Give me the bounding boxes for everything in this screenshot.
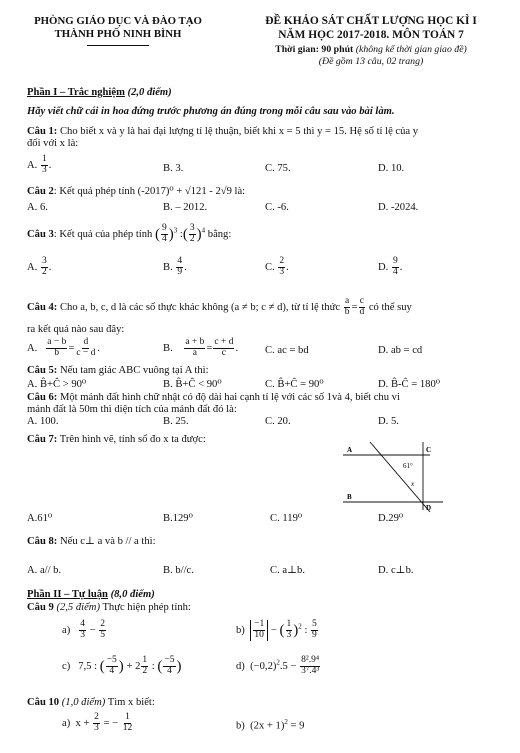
q4-a-d1: b: [54, 347, 60, 358]
q9-d-mid: .5 −: [279, 660, 297, 672]
q2-option-d: D. -2024.: [378, 202, 419, 213]
q3-option-b: B. $\frac{4}{9}$ .: [163, 256, 187, 277]
q5-label: Câu 5:: [27, 365, 58, 376]
q7-figure: [335, 440, 450, 515]
q10-a-d2: 12: [122, 722, 133, 733]
q10-b-pow: 2: [284, 718, 288, 726]
q4-b-d2: c: [221, 347, 227, 358]
q3-d-num: 9: [392, 256, 398, 266]
exam-time-note: (không kể thời gian giao đề): [353, 44, 467, 55]
q3-e2-pow: 4: [201, 226, 206, 235]
q3-e1-den: 4: [162, 233, 167, 244]
q7-option-a: A.61⁰: [27, 513, 53, 524]
exam-time-bold: Thời gian: 90 phút: [275, 44, 354, 55]
exam-title-line1: ĐỀ KHẢO SÁT CHẤT LƯỢNG HỌC KÌ I: [265, 15, 477, 27]
q1-option-a-letter: A.: [27, 159, 38, 171]
q4-option-d: D. ab = cd: [378, 345, 423, 356]
q9-b-abs-den: 10: [254, 629, 264, 640]
q1-label: Câu 1:: [27, 126, 58, 137]
department-name: PHÒNG GIÁO DỤC VÀ ĐÀO TẠO: [34, 15, 202, 27]
q10-a-eq: = −: [103, 717, 119, 729]
school-department: [12, 15, 224, 46]
q9-b-n3: 5: [312, 619, 317, 629]
fig-angle-61: 61°: [403, 462, 413, 470]
q10-text: [27, 697, 155, 710]
q4-ratio-c: c: [359, 296, 364, 306]
q4-label: Câu 4:: [27, 301, 58, 313]
q9-c-d2: 2: [142, 665, 148, 676]
q2-text: [27, 186, 245, 199]
part1-title: [27, 87, 172, 100]
city-name: THÀNH PHỐ NINH BÌNH: [54, 28, 182, 41]
q6-option-c: C. 20.: [265, 416, 291, 427]
q4-tail: có thể suy: [368, 301, 412, 313]
q2-option-b: B. – 2012.: [163, 202, 208, 213]
q5-option-a: A. B̂+Ĉ > 90⁰: [27, 379, 87, 390]
q9-d-label: d): [236, 660, 245, 672]
q4-a-n2: d: [83, 337, 89, 347]
q9-d-den: 3⁷.4³: [301, 665, 320, 676]
q1-a-num: 1: [41, 154, 47, 164]
q9-c-d1: 4: [109, 665, 115, 676]
q10-a-d1: 3: [94, 722, 99, 733]
q3-question: : Kết quả của phép tính: [53, 228, 153, 240]
q9-c-n3: −5: [164, 655, 175, 665]
q8-option-c: C. a⊥b.: [270, 565, 305, 576]
q3-b-den: 9: [177, 266, 183, 277]
q7-option-d: D.29⁰: [378, 513, 404, 524]
q5-option-d: D. B̂-Ĉ = 180⁰: [378, 379, 441, 390]
q3-c-num: 2: [279, 256, 285, 266]
q7-text: [27, 434, 206, 447]
q1-option-d: D. 10.: [378, 163, 405, 174]
q5-question: Nếu tam giác ABC vuông tại A thì:: [57, 365, 209, 376]
q7-option-b: B.129⁰: [163, 513, 193, 524]
q9-instruction: Thực hiện phép tính:: [99, 602, 191, 613]
part1-instruction: Hãy viết chữ cái in hoa đứng trước phương án đúng trong mỗi câu sau vào bài làm.: [27, 106, 395, 117]
q9-c-n2: 1: [142, 655, 148, 665]
q3-e2-den: 2: [189, 233, 195, 244]
q9-b-div: :: [304, 624, 308, 636]
fig-label-d: D: [426, 504, 432, 512]
transversal: [370, 442, 430, 512]
q3-a-num: 3: [41, 256, 47, 266]
q10-a-label: a): [62, 717, 71, 729]
q7-label: Câu 7:: [27, 434, 58, 445]
q9-b-d: 3: [286, 629, 292, 640]
q4-ratio-b: b: [344, 306, 350, 317]
q10-a-pre: x +: [75, 717, 90, 729]
q10-b-expr: (2x + 1): [250, 720, 285, 732]
q3-option-c: C. $\frac{2}{3}$ .: [265, 256, 289, 277]
q9-b-pow: 2: [298, 622, 302, 631]
q4-text-line2: ra kết quả nào sau đây:: [27, 324, 125, 335]
q4-option-b: B. $\frac{a + b}{a}$ = $\frac{c + d}{c}$ .: [163, 337, 239, 358]
q9-d-pow: 2: [276, 658, 280, 667]
q1-a-den: 3: [41, 164, 47, 175]
q10-label: Câu 10: [27, 697, 60, 708]
q9-c-d3: 4: [167, 665, 172, 676]
q9-a-d1: 3: [80, 629, 85, 640]
part1-title-text: Phần I – Trắc nghiệm: [27, 87, 125, 98]
q3-c-den: 3: [279, 266, 285, 277]
q2-label: Câu 2: [27, 186, 54, 197]
q2-option-c: C. -6.: [265, 202, 289, 213]
q8-label: Câu 8:: [27, 536, 58, 547]
q8-question: Nếu c⊥ a và b // a thì:: [57, 536, 156, 547]
q9-part-d: [236, 656, 321, 677]
q4-a-n1: a − b: [47, 337, 67, 347]
q4-ratio-a: a: [344, 296, 350, 306]
q7-question: Trên hình vẽ, tính số đo x ta được:: [57, 434, 206, 445]
q3-b-num: 4: [177, 256, 183, 266]
q2-option-a: A. 6.: [27, 202, 48, 213]
q3-e2-num: 3: [189, 223, 195, 233]
q4-question: Cho a, b, c, d là các số thực khác không (a ≠ b; c ≠ d), từ tỉ lệ thức: [57, 301, 341, 313]
q10-points: (1,0 điểm): [59, 697, 106, 708]
q9-d-num: 8².9⁴: [301, 655, 320, 665]
q9-c-label: c): [62, 660, 71, 672]
q9-b-op: −: [270, 624, 277, 636]
q8-option-d: D. c⊥b.: [378, 565, 414, 576]
q4-b-d1: a: [192, 347, 197, 358]
q9-text: [27, 602, 191, 615]
q4-text: Câu 4: Cho a, b, c, d là các số thực khác không (a ≠ b; c ≠ d), từ tỉ lệ thức $\frac{a}{b}$ = $\frac{c}{d}$ có thể suy: [27, 296, 412, 317]
header-divider: [87, 45, 149, 46]
q9-part-c: c) 7,5 : ( $\frac{-5}{4}$ ) + 2 $\frac{1}{2}$ : ( $\frac{-5}{4}$ ): [62, 655, 182, 676]
q9-b-d3: 9: [312, 629, 317, 640]
q3-d-den: 4: [392, 266, 398, 277]
q3-label: Câu 3: [27, 228, 54, 240]
q9-b-label: b): [236, 624, 245, 636]
q9-part-a: [62, 620, 107, 641]
q4-ratio-d: d: [359, 306, 365, 317]
q3-option-d: D. $\frac{9}{4}$ .: [378, 256, 403, 277]
q4-a-d2: c − d: [76, 347, 96, 358]
q8-text: [27, 536, 156, 549]
q4-b-n2: c + d: [214, 337, 234, 347]
q10-part-b: [236, 718, 304, 733]
q9-label: Câu 9: [27, 602, 54, 613]
q9-a-label: a): [62, 624, 71, 636]
q3-e1-pow: 3: [173, 226, 178, 235]
q4-option-a: A. $\frac{a - b}{b}$ = $\frac{d}{c - d}$ .: [27, 337, 101, 358]
q10-instruction: Tìm x biết:: [105, 697, 155, 708]
q3-d-letter: D.: [378, 261, 389, 273]
q6-option-a: A. 100.: [27, 416, 59, 427]
q3-a-den: 2: [41, 266, 47, 277]
q9-a-n2: 2: [100, 619, 105, 629]
q6-question: Một mảnh đất hình chữ nhật có độ dài hai cạnh tỉ lệ với các số 1và 4, biết chu vi: [57, 392, 400, 403]
q10-part-a: [62, 713, 134, 734]
q6-text-line2: mảnh đất là 50m thì diện tích của mảnh đất đó là:: [27, 404, 237, 415]
q3-e1-num: 9: [162, 223, 167, 233]
q5-option-c: C. B̂+Ĉ = 90⁰: [265, 379, 324, 390]
q9-c-div: :: [151, 660, 155, 672]
q9-c-mid: + 2: [126, 660, 141, 672]
q3-text: Câu 3: Kết quả của phép tính ( $\frac{9}{4}$ )$^3$ :( $\frac{3}{2}$ )$^4$ bằng:: [27, 223, 232, 244]
part1-points: (2,0 điểm): [124, 87, 172, 98]
q9-part-b: b) $\frac{-1}{10}$ − ( $\frac{1}{3}$ )$^2$ : $\frac{5}{9}$: [236, 619, 317, 640]
q9-b-abs-num: −1: [254, 619, 265, 629]
q9-a-d2: 5: [100, 629, 105, 640]
q9-a-n1: 4: [80, 619, 85, 629]
exam-title-line2: NĂM HỌC 2017-2018. MÔN TOÁN 7: [278, 28, 464, 41]
q10-b-label: b): [236, 720, 245, 732]
q1-option-a: A. $\frac{1}{3}$ .: [27, 154, 52, 175]
q9-c-n1: −5: [106, 655, 117, 665]
q1-text-line2: đối với x là:: [27, 138, 79, 149]
q10-b-eq: = 9: [287, 720, 305, 732]
q6-option-b: B. 25.: [163, 416, 189, 427]
q2-question: : Kết quả phép tính (-2017)⁰ + √121 - 2√9 là:: [53, 186, 246, 197]
q8-option-b: B. b//c.: [163, 565, 194, 576]
q4-a-letter: A.: [27, 342, 38, 354]
part2-title: [27, 589, 155, 602]
q9-b-n: 1: [286, 619, 292, 629]
q5-text: [27, 365, 209, 378]
q1-text: Cho biết x và y là hai đại lượng tỉ lệ thuận, biết khi x = 5 thì y = 15. Hệ số tỉ lệ của y: [57, 126, 419, 137]
q4-b-letter: B.: [163, 342, 173, 354]
q10-a-n2: 1: [125, 712, 130, 722]
exam-time: [226, 44, 516, 56]
part2-points: (8,0 điểm): [107, 589, 155, 600]
q10-a-n1: 2: [94, 712, 99, 722]
fig-label-a: A: [347, 446, 353, 454]
q1-option-a-fraction: [41, 155, 48, 176]
part2-title-text: Phần II – Tự luận: [27, 589, 108, 600]
q1-text-line1: [27, 126, 418, 139]
exam-pages-note: (Đề gồm 13 câu, 02 trang): [318, 56, 424, 67]
q9-a-op: −: [89, 624, 96, 636]
q3-option-a: A. $\frac{3}{2}$ .: [27, 256, 52, 277]
q6-text-line1: [27, 392, 400, 405]
fig-label-b: B: [347, 493, 352, 501]
q6-option-d: D. 5.: [378, 416, 399, 427]
q3-b-letter: B.: [163, 261, 173, 273]
q4-b-n1: a + b: [185, 337, 205, 347]
exam-title: [226, 15, 516, 43]
q9-points: (2,5 điểm): [53, 602, 100, 613]
q8-option-a: A. a// b.: [27, 565, 62, 576]
fig-angle-x: x: [411, 480, 415, 488]
q5-option-b: B. B̂+Ĉ < 90⁰: [163, 379, 222, 390]
q4-option-c: C. ac = bd: [265, 345, 309, 356]
q3-a-letter: A.: [27, 261, 38, 273]
q7-option-c: C. 119⁰: [270, 513, 303, 524]
q3-tail: bằng:: [207, 228, 232, 240]
q3-c-letter: C.: [265, 261, 275, 273]
q9-d-pre: (−0,2): [250, 660, 277, 672]
q6-label: Câu 6:: [27, 392, 58, 403]
fig-label-c: C: [426, 446, 432, 454]
q1-option-b: B. 3.: [163, 163, 184, 174]
q9-c-pre: 7,5 :: [78, 660, 98, 672]
q1-option-c: C. 75.: [265, 163, 291, 174]
